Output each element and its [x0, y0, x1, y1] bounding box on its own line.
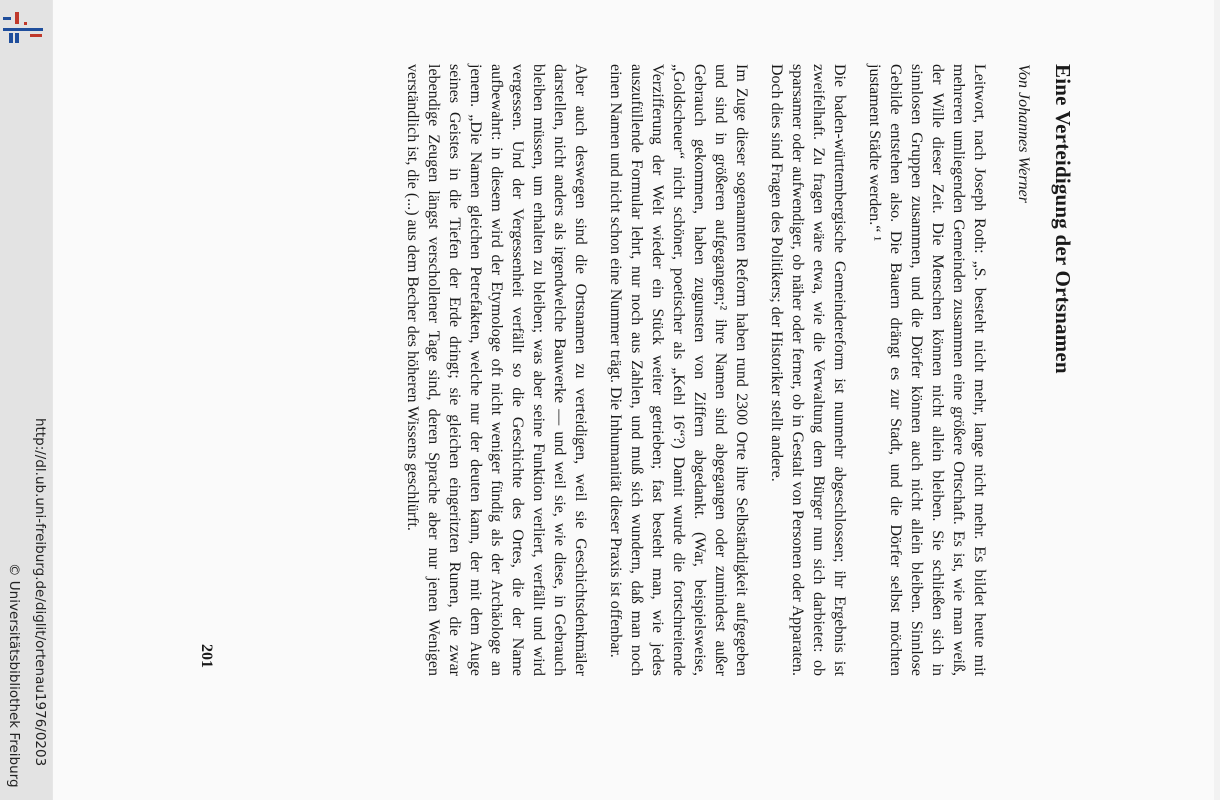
- article-body: [388, 64, 990, 676]
- rotated-page-content: [53, 0, 1220, 800]
- article-author: Von Johannes Werner: [1015, 64, 1032, 203]
- library-logo-icon: [0, 8, 46, 50]
- page-number: 201: [198, 644, 215, 668]
- paragraph: Im Zuge dieser sogenannten Reform haben rund 2300 Orte ihre Selbständigkeit aufgegeben und sind in größeren aufgegangen;² ihre Namen sind abgegangen oder zumindest außer Gebrauch gekommen, haben zugunsten von Ziffern abgedankt. (War, beispielsweise, „Goldscheuer“ nicht schöner, poetischer als „Kehl 16“?) Damit wurde die fortschreitende Verzifferung der Welt wieder ein Stück weiter getrieben; fast besteht man, wie jedes auszufüllende Formular lehrt, nur noch aus Zahlen, und muß sich wundern, daß man noch einen Namen und nicht schon eine Nummer trägt. Die Inhumanität dieser Praxis ist offenbar.: [607, 64, 750, 676]
- page-sheet: [53, 0, 1220, 800]
- scanned-page: [53, 0, 1220, 800]
- viewer-sidebar: [0, 0, 52, 800]
- article-title: Eine Verteidigung der Ortsnamen: [1051, 64, 1075, 374]
- paragraph: Die baden-württembergische Gemeindereform ist nunmehr abgeschlossen; ihr Ergebnis ist zweifelhaft. Zu fragen wäre etwa, wie die Verwaltung dem Bürger nun sich darbietet: ob sparsamer oder aufwendiger, ob näher oder ferner, ob in Gestalt von Personen oder Apparaten. Doch dies sind Fragen des Politikers; der Historiker stellt andere.: [768, 64, 848, 676]
- paragraph: Aber auch deswegen sind die Ortsnamen zu verteidigen, weil sie Geschichtsdenkmäler darstellen, nicht anders als irgendwelche Bauwerke — und weil sie, wie diese, in Gebrauch bleiben müssen, um erhalten zu bleiben; was aber seine Funktion verliert, verfällt und wird vergessen. Und der Vergessenheit verfällt so die Geschichte des Ortes, die der Name aufbewahrt: in diesem wird der Etymologe oft nicht weniger fündig als der Archäologe an jenem. „Die Namen gleichen Petrefakten, welche nur der deuten kann, der mit dem Auge seines Geistes in die Tiefen der Erde dringt; sie gleichen eingeritzten Runen, die zwar lebendige Zeugen längst verschollener Tage sind, deren Sprache aber nur jenen Wenigen verständlich ist, die (...) aus dem Becher des höheren Wissens geschlürft.: [404, 64, 589, 676]
- copyright-notice: © Universitätsbibliothek Freiburg: [6, 563, 22, 788]
- source-url[interactable]: http://dl.ub.uni-freiburg.de/diglit/ortenau1976/0203: [32, 418, 48, 767]
- paragraph: Leitwort, nach Joseph Roth: „S. besteht nicht mehr, lange nicht mehr. Es bildet heute mit mehreren umliegenden Gemeinden zusammen eine größere Ortschaft. Es ist, wie man weiß, der Wille dieser Zeit. Die Menschen können nicht allein bleiben. Sie schließen sich in sinnlosen Gruppen zusammen, und die Dörfer können auch nicht allein bleiben. Sinnlose Gebilde entstehen also. Die Bauern drängt es zur Stadt, und die Dörfer selbst möchten justament Städte werden.“ ¹: [866, 64, 988, 676]
